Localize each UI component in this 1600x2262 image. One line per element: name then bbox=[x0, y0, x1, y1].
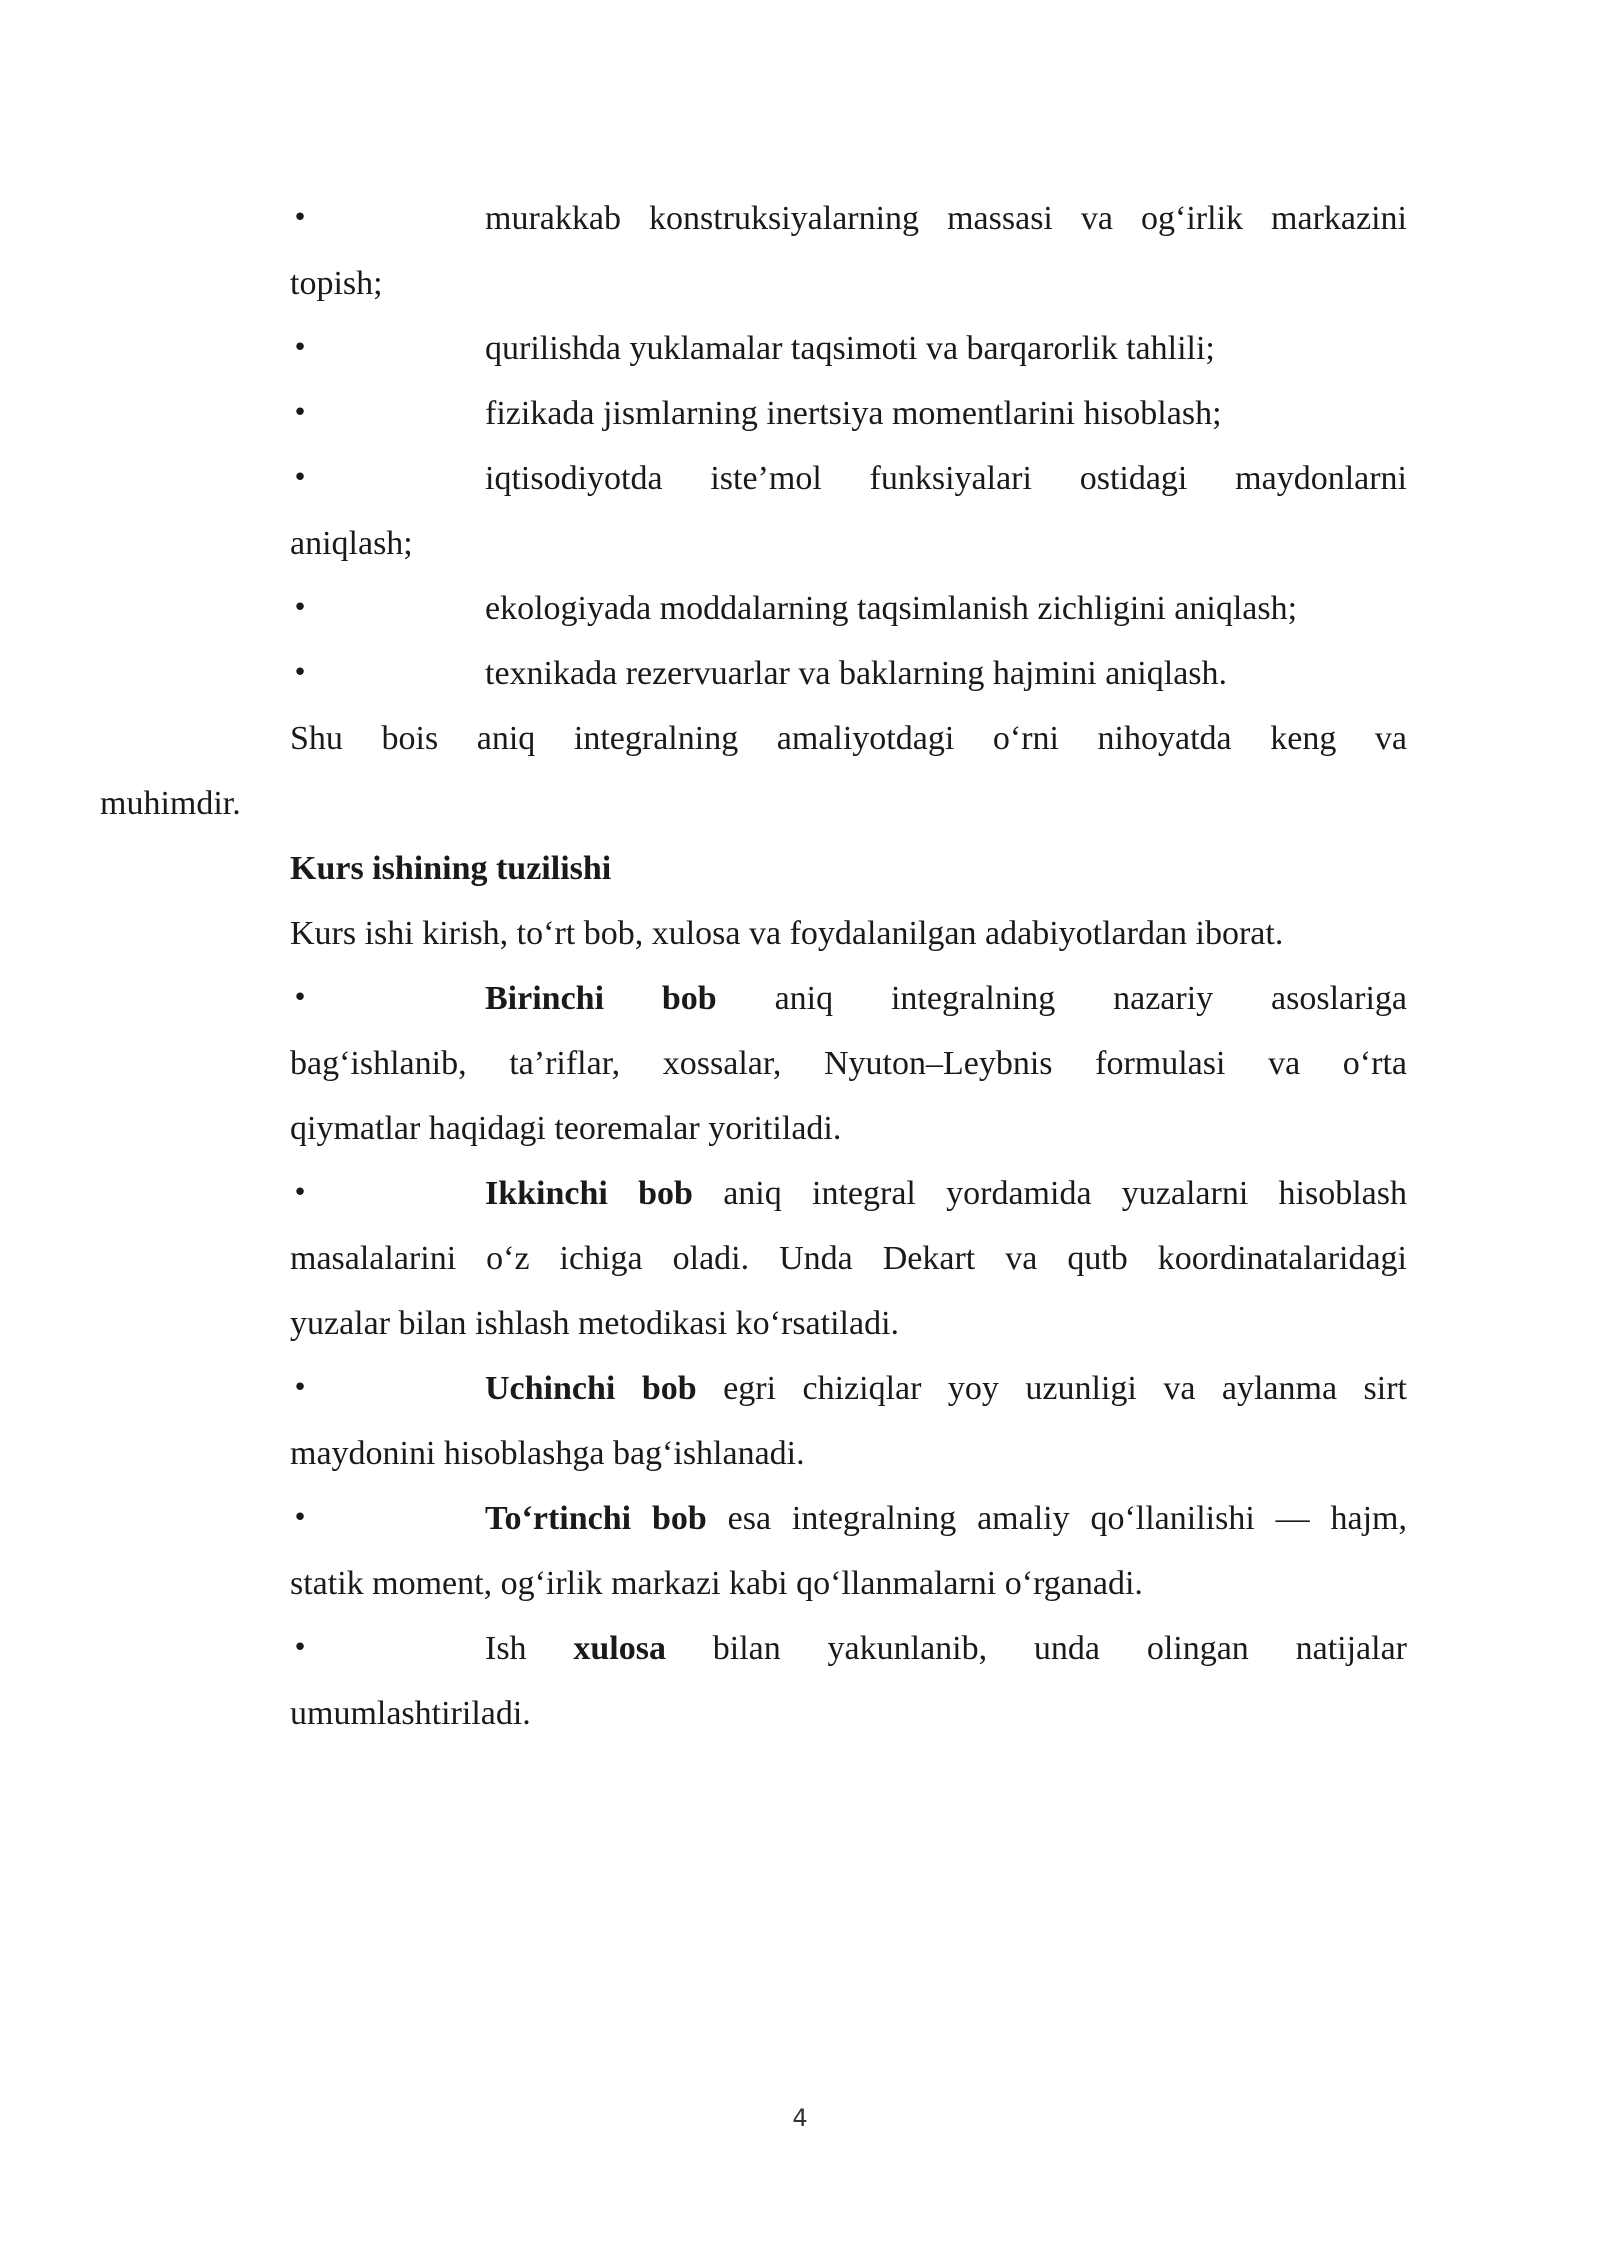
chapter-title: To‘rtinchi bob bbox=[485, 1500, 707, 1537]
list-item-text: aniq integralning nazariy asoslariga bbox=[716, 980, 1407, 1017]
list-item-first-line bbox=[290, 966, 1407, 1031]
intro-paragraph: Kurs ishi kirish, to‘rt bob, xulosa va foydalanilgan adabiyotlardan iborat. bbox=[290, 915, 1284, 952]
list-item bbox=[290, 186, 1407, 251]
bullet-icon: • bbox=[292, 1503, 308, 1533]
bullet-icon: • bbox=[292, 1633, 308, 1663]
list-item bbox=[290, 1616, 1407, 1681]
list-item-continuation: masalalarini o‘z ichiga oladi. Unda Dekart va qutb koordinatalaridagi bbox=[290, 1240, 1407, 1277]
list-item-first-line bbox=[290, 1486, 1407, 1551]
list-item bbox=[290, 641, 1407, 706]
list-item-continuation: umumlashtiriladi. bbox=[290, 1695, 531, 1732]
list-item-continuation: qiymatlar haqidagi teoremalar yoritiladi. bbox=[290, 1110, 842, 1147]
list-item-text: texnikada rezervuarlar va baklarning hajmini aniqlash. bbox=[485, 655, 1228, 692]
list-item-first-line bbox=[290, 1161, 1407, 1226]
summary-continuation: muhimdir. bbox=[100, 785, 241, 822]
bullet-icon: • bbox=[292, 203, 308, 233]
list-item-text: aniq integral yordamida yuzalarni hisoblash bbox=[692, 1175, 1408, 1212]
page-body bbox=[100, 186, 1408, 1746]
bullet-icon: • bbox=[292, 1178, 308, 1208]
list-item-text: qurilishda yuklamalar taqsimoti va barqarorlik tahlili; bbox=[485, 330, 1215, 367]
list-item bbox=[290, 576, 1407, 641]
list-item bbox=[290, 446, 1407, 511]
list-item bbox=[290, 1486, 1407, 1551]
list-item-continuation: statik moment, og‘irlik markazi kabi qo‘llanmalarni o‘rganadi. bbox=[290, 1565, 1143, 1602]
list-item bbox=[290, 381, 1407, 446]
list-item-text: egri chiziqlar yoy uzunligi va aylanma sirt bbox=[696, 1370, 1407, 1407]
list-item bbox=[290, 1161, 1407, 1226]
list-item-text: esa integralning amaliy qo‘llanilishi — hajm, bbox=[706, 1500, 1407, 1537]
list-item-text: iqtisodiyotda iste’mol funksiyalari ostidagi maydonlarni bbox=[485, 460, 1407, 497]
bullet-icon: • bbox=[292, 593, 308, 623]
list-item-first-line bbox=[290, 1356, 1407, 1421]
list-item-text: fizikada jismlarning inertsiya momentlarini hisoblash; bbox=[485, 395, 1222, 432]
list-item-continuation: maydonini hisoblashga bag‘ishlanadi. bbox=[290, 1435, 805, 1472]
summary-first-line: Shu bois aniq integralning amaliyotdagi o‘rni nihoyatda keng va bbox=[290, 720, 1407, 757]
chapter-title: Birinchi bob bbox=[485, 980, 717, 1017]
list-item-continuation: yuzalar bilan ishlash metodikasi ko‘rsatiladi. bbox=[290, 1305, 900, 1342]
bullet-icon: • bbox=[292, 398, 308, 428]
bullet-icon: • bbox=[292, 658, 308, 688]
section-heading: Kurs ishining tuzilishi bbox=[290, 850, 612, 887]
list-item bbox=[290, 316, 1407, 381]
page-number: 4 bbox=[792, 2104, 808, 2132]
list-item-continuation: aniqlash; bbox=[290, 525, 413, 562]
list-item-continuation: bag‘ishlanib, ta’riflar, xossalar, Nyuton–Leybnis formulasi va o‘rta bbox=[290, 1045, 1407, 1082]
list-item-first-line bbox=[290, 1616, 1407, 1681]
bullet-icon: • bbox=[292, 333, 308, 363]
list-item-text: murakkab konstruksiyalarning massasi va og‘irlik markazini bbox=[485, 200, 1407, 237]
bullet-icon: • bbox=[292, 463, 308, 493]
list-item-text: Ish bbox=[485, 1630, 574, 1667]
list-item-text: bilan yakunlanib, unda olingan natijalar bbox=[665, 1630, 1407, 1667]
list-item-text: ekologiyada moddalarning taqsimlanish zichligini aniqlash; bbox=[485, 590, 1298, 627]
list-item bbox=[290, 966, 1407, 1031]
list-item bbox=[290, 1356, 1407, 1421]
summary-paragraph bbox=[100, 706, 1407, 836]
conclusion-keyword: xulosa bbox=[573, 1630, 666, 1667]
bullet-icon: • bbox=[292, 983, 308, 1013]
chapter-title: Uchinchi bob bbox=[485, 1370, 697, 1407]
chapter-title: Ikkinchi bob bbox=[485, 1175, 693, 1212]
bullet-icon: • bbox=[292, 1373, 308, 1403]
list-item-continuation: topish; bbox=[290, 265, 383, 302]
